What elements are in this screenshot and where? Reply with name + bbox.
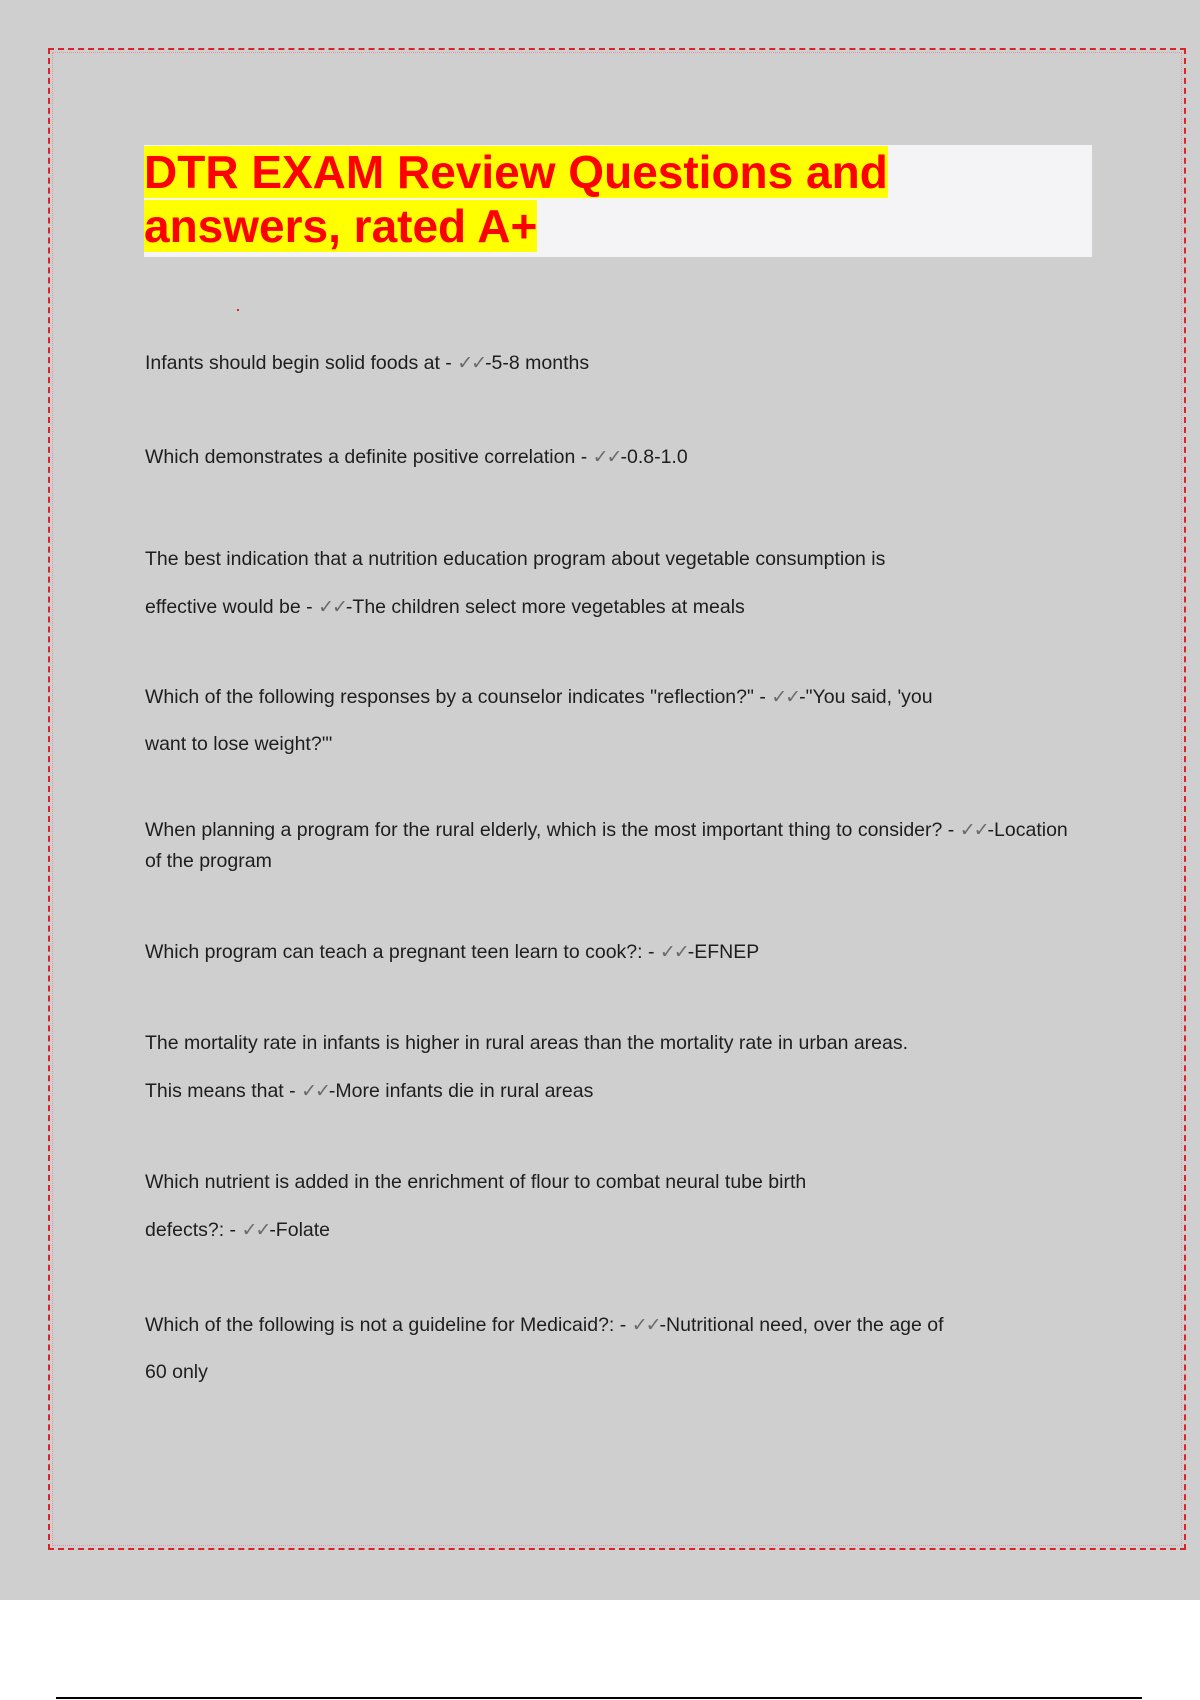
- question-text: Which nutrient is added in the enrichment of flour to combat neural tube birth defects?: -: [145, 1171, 807, 1241]
- answer-text: -Folate: [269, 1219, 331, 1241]
- double-check-icon: ✓✓: [659, 942, 688, 963]
- answer-text: -"You said, 'you want to lose weight?'": [145, 686, 933, 755]
- qa-item-6: [145, 939, 1075, 966]
- answer-text: -More infants die in rural areas: [328, 1080, 594, 1102]
- question-text: Which of the following responses by a counselor indicates "reflection?" -: [145, 686, 766, 708]
- answer-text: -Location of the program: [145, 819, 1068, 872]
- double-check-icon: ✓✓: [771, 687, 800, 708]
- question-text: Infants should begin solid foods at -: [145, 352, 452, 374]
- qa-item-9: [145, 1302, 965, 1395]
- double-check-icon: ✓✓: [318, 597, 346, 618]
- footer-rule: [56, 1697, 1142, 1699]
- qa-item-7: [145, 1019, 915, 1116]
- qa-item-8: [145, 1158, 885, 1255]
- double-check-icon: ✓✓: [301, 1081, 329, 1102]
- answer-text: -5-8 months: [485, 352, 590, 374]
- answer-text: -0.8-1.0: [620, 446, 688, 468]
- qa-item-5: [145, 815, 1075, 876]
- question-text: The mortality rate in infants is higher in rural areas than the mortality rate in urban areas. This means that -: [145, 1032, 909, 1102]
- qa-item-3: [145, 535, 945, 632]
- question-text: Which demonstrates a definite positive correlation -: [145, 446, 588, 468]
- question-text: Which program can teach a pregnant teen learn to cook?: -: [145, 941, 655, 963]
- qa-item-4: [145, 674, 955, 767]
- double-check-icon: ✓✓: [592, 447, 621, 468]
- question-text: When planning a program for the rural elderly, which is the most important thing to consider? -: [145, 819, 955, 841]
- document-title: DTR EXAM Review Questions and answers, rated A+: [144, 146, 888, 252]
- stray-mark: [237, 309, 239, 311]
- question-text: The best indication that a nutrition education program about vegetable consumption is effective would be -: [145, 548, 886, 618]
- qa-item-1: [145, 350, 1075, 377]
- double-check-icon: ✓✓: [631, 1315, 660, 1336]
- double-check-icon: ✓✓: [457, 353, 486, 374]
- answer-text: -Nutritional need, over the age of 60 only: [145, 1314, 944, 1383]
- qa-item-2: [145, 444, 1075, 471]
- answer-text: -The children select more vegetables at meals: [345, 596, 745, 618]
- double-check-icon: ✓✓: [959, 820, 988, 841]
- double-check-icon: ✓✓: [241, 1220, 270, 1241]
- answer-text: -EFNEP: [687, 941, 760, 963]
- question-text: Which of the following is not a guideline for Medicaid?: -: [145, 1314, 627, 1336]
